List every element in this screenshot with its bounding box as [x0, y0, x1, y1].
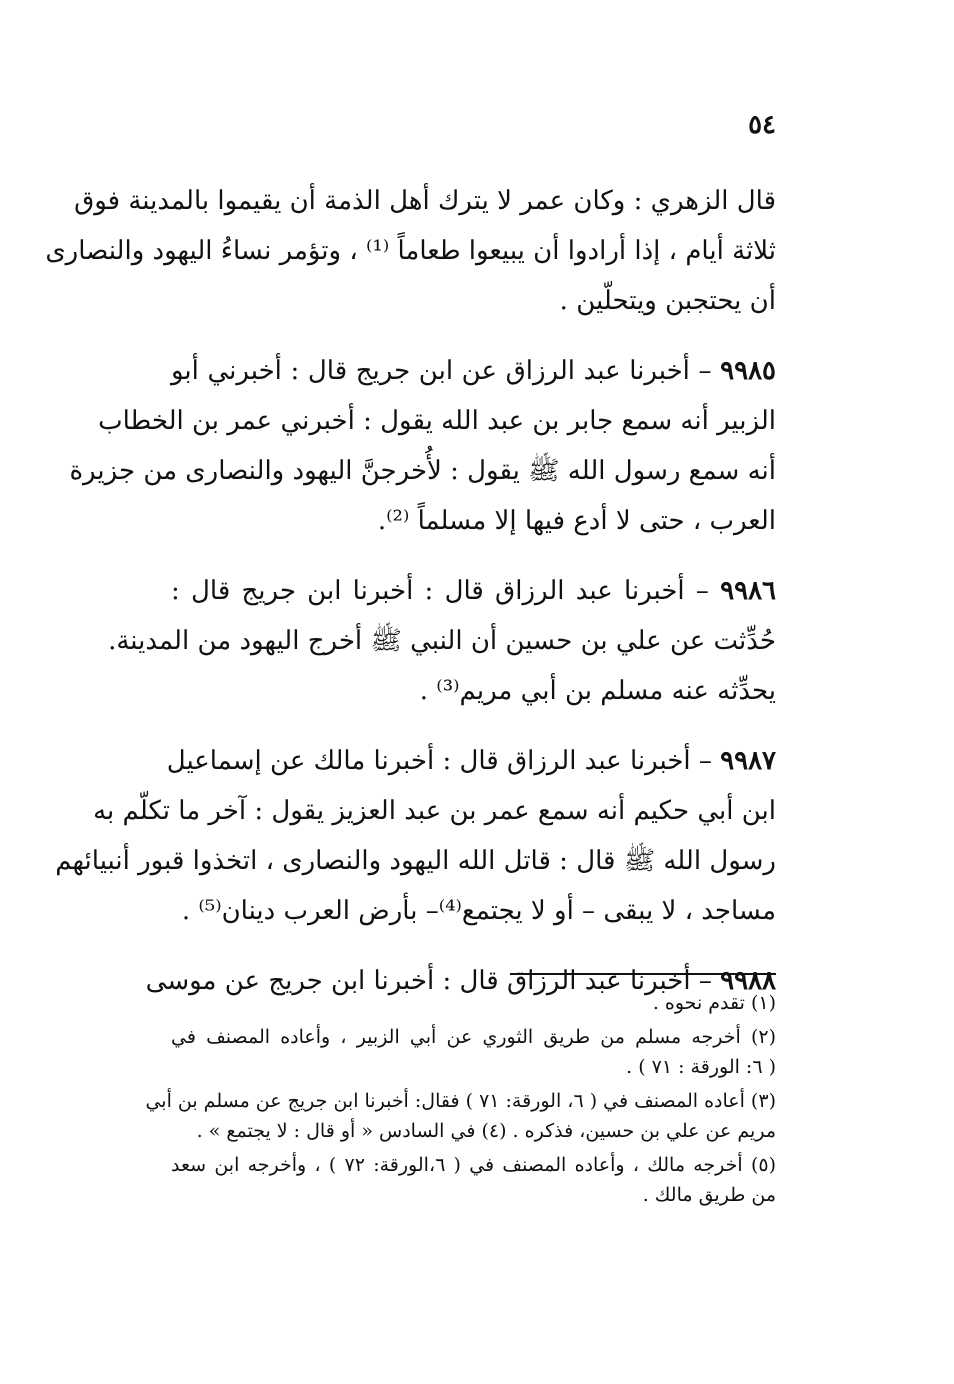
hadith-9985	[69, 346, 777, 546]
hadith-number: ٩٩٨٦	[720, 576, 776, 606]
text-line	[166, 736, 776, 786]
hadith-9987	[55, 736, 776, 936]
footnote-line: (٣) أعاده المصنف في ( ٦، الورقة: ٧١ ) فقال: أخبرنا ابن جريج عن مسلم بن أبي	[145, 1090, 776, 1112]
text-line: العرب ، حتى لا أدع فيها إلا مسلماً ⁽²⁾.	[377, 506, 776, 536]
footnote-line: مريم عن علي بن حسين، فذكره . (٤) في السادس « أو قال : لا يجتمع » .	[196, 1120, 776, 1142]
footnotes	[145, 988, 776, 1214]
hadith-number: ٩٩٨٨	[720, 966, 776, 996]
text-line: قال الزهري : وكان عمر لا يترك أهل الذمة أن يقيموا بالمدينة فوق	[74, 186, 776, 216]
hadith-number: ٩٩٨٧	[720, 746, 776, 776]
text-line	[171, 346, 776, 396]
text-line: يحدِّثه عنه مسلم بن أبي مريم⁽³⁾ .	[419, 676, 776, 706]
text-line: مساجد ، لا يبقى – أو لا يجتمع⁽⁴⁾– بأرض العرب دينان⁽⁵⁾ .	[181, 896, 776, 926]
text-line: أن يحتجبن ويتحلّين .	[559, 286, 776, 316]
footnote-divider	[510, 973, 776, 975]
hadith-9986	[108, 566, 776, 716]
page-number: ٥٤	[748, 110, 776, 140]
text-span: – أخبرنا عبد الرزاق عن ابن جريج قال : أخبرني أبو	[171, 356, 712, 386]
text-line: حُدِّثت عن علي بن حسين أن النبي ﷺ أخرج اليهود من المدينة.	[108, 626, 776, 656]
footnote-line: (٢) أخرجه مسلم من طريق الثوري عن أبي الزبير ، وأعاده المصنف في	[171, 1026, 776, 1048]
footnote-1	[171, 988, 776, 1018]
text-span: – أخبرنا عبد الرزاق قال : أخبرنا مالك عن إسماعيل	[166, 746, 712, 776]
text-line: الزبير أنه سمع جابر بن عبد الله يقول : أخبرني عمر بن الخطاب	[98, 406, 776, 436]
text-line: ثلاثة أيام ، إذا أرادوا أن يبيعوا طعاماً ⁽¹⁾ ، وتؤمر نساءُ اليهود والنصارى	[45, 236, 776, 266]
main-text	[45, 176, 777, 1026]
footnote-line: ( ٦: الورقة : ٧١ ) .	[626, 1056, 776, 1078]
text-line: أنه سمع رسول الله ﷺ يقول : لأُخرجنَّ اليهود والنصارى من جزيرة	[69, 456, 776, 486]
text-line: رسول الله ﷺ قال : قاتل الله اليهود والنصارى ، اتخذوا قبور أنبيائهم	[55, 846, 776, 876]
footnote-line: (١) تقدم نحوه .	[652, 992, 776, 1014]
paragraph-intro	[45, 176, 776, 326]
text-line: ابن أبي حكيم أنه سمع عمر بن عبد العزيز يقول : آخر ما تكلّم به	[93, 796, 776, 826]
text-line	[171, 566, 776, 616]
footnote-5	[171, 1150, 776, 1210]
footnote-3-4	[145, 1086, 776, 1146]
footnote-line: (٥) أخرجه مالك ، وأعاده المصنف في ( ٦،الورقة: ٧٢ ) ، وأخرجه ابن سعد	[171, 1154, 776, 1176]
text-span: – أخبرنا عبد الرزاق قال : أخبرنا ابن جريج قال :	[171, 576, 709, 606]
hadith-number: ٩٩٨٥	[720, 356, 777, 386]
footnote-2	[171, 1022, 776, 1082]
text-span: – أخبرنا عبد الرزاق قال : أخبرنا ابن جريج عن موسى	[145, 966, 712, 996]
footnote-line: من طريق مالك .	[642, 1184, 776, 1206]
